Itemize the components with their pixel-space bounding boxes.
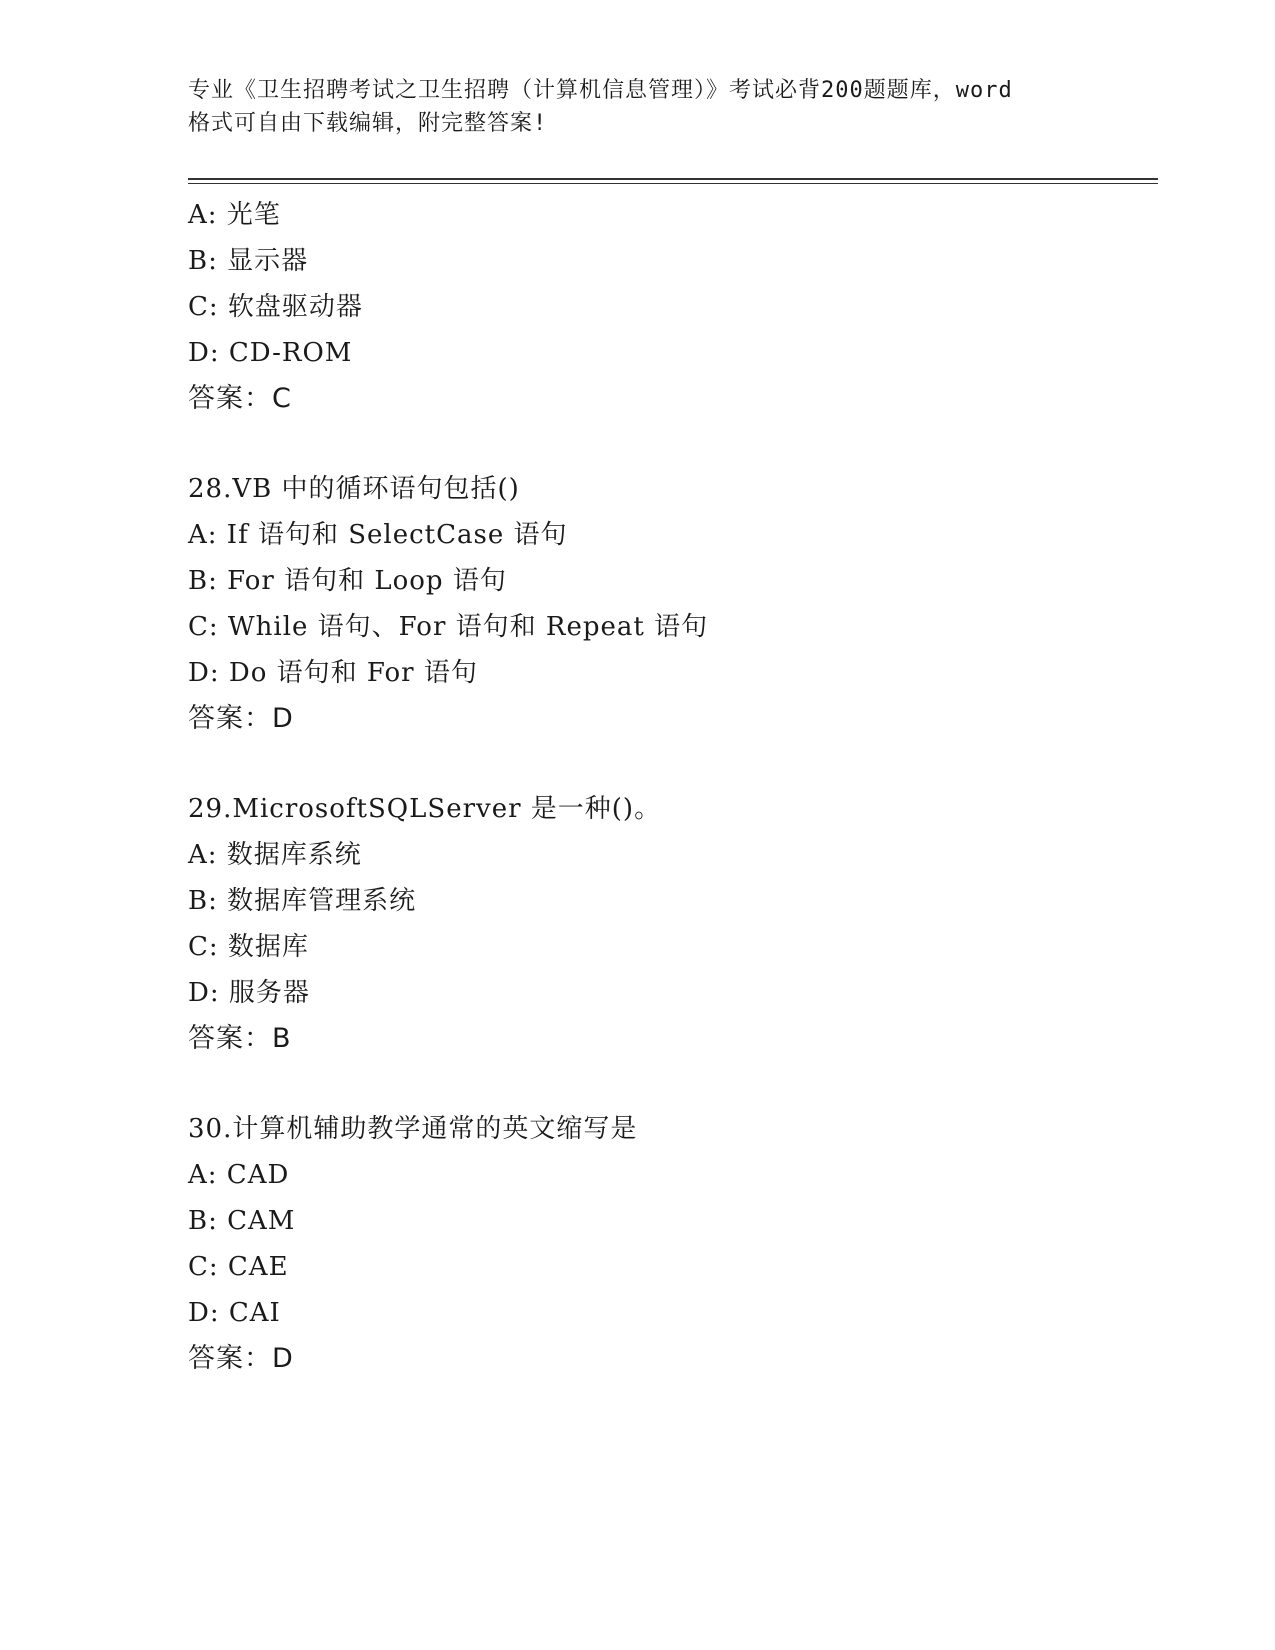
option-b: B: For 语句和 Loop 语句: [188, 566, 507, 596]
answer-line: 答案：D: [188, 703, 294, 734]
question-list: [188, 192, 1148, 1382]
option-a: A: If 语句和 SelectCase 语句: [188, 520, 568, 550]
option-c: C: 数据库: [188, 932, 309, 962]
question-block-27: [188, 192, 1148, 422]
option-d: D: 服务器: [188, 978, 310, 1008]
option-b: B: 显示器: [188, 246, 309, 276]
answer-line: 答案：D: [188, 1343, 294, 1374]
option-a: A: 光笔: [188, 200, 281, 230]
option-c: C: 软盘驱动器: [188, 292, 363, 322]
option-a: A: 数据库系统: [188, 840, 362, 870]
question-text: 30.计算机辅助教学通常的英文缩写是: [188, 1114, 638, 1144]
option-d: D: Do 语句和 For 语句: [188, 658, 478, 688]
question-block-29: [188, 786, 1148, 1062]
option-b: B: CAM: [188, 1206, 296, 1236]
answer-line: 答案：B: [188, 1023, 292, 1054]
header-line-1: 专业《卫生招聘考试之卫生招聘（计算机信息管理）》考试必背200题题库，word: [188, 78, 1013, 103]
option-d: D: CD-ROM: [188, 338, 353, 368]
option-c: C: While 语句、For 语句和 Repeat 语句: [188, 612, 709, 642]
option-a: A: CAD: [188, 1160, 290, 1190]
question-block-28: [188, 466, 1148, 742]
header-divider-bottom: [188, 183, 1158, 184]
question-text: 29.MicrosoftSQLServer 是一种()。: [188, 794, 662, 824]
question-text: 28.VB 中的循环语句包括(): [188, 474, 520, 504]
header-divider-top: [188, 178, 1158, 180]
answer-line: 答案：C: [188, 383, 292, 414]
document-header: [188, 74, 1088, 140]
option-d: D: CAI: [188, 1298, 281, 1328]
header-line-2: 格式可自由下载编辑，附完整答案!: [188, 111, 548, 136]
option-c: C: CAE: [188, 1252, 289, 1282]
option-b: B: 数据库管理系统: [188, 886, 417, 916]
question-block-30: [188, 1106, 1148, 1382]
